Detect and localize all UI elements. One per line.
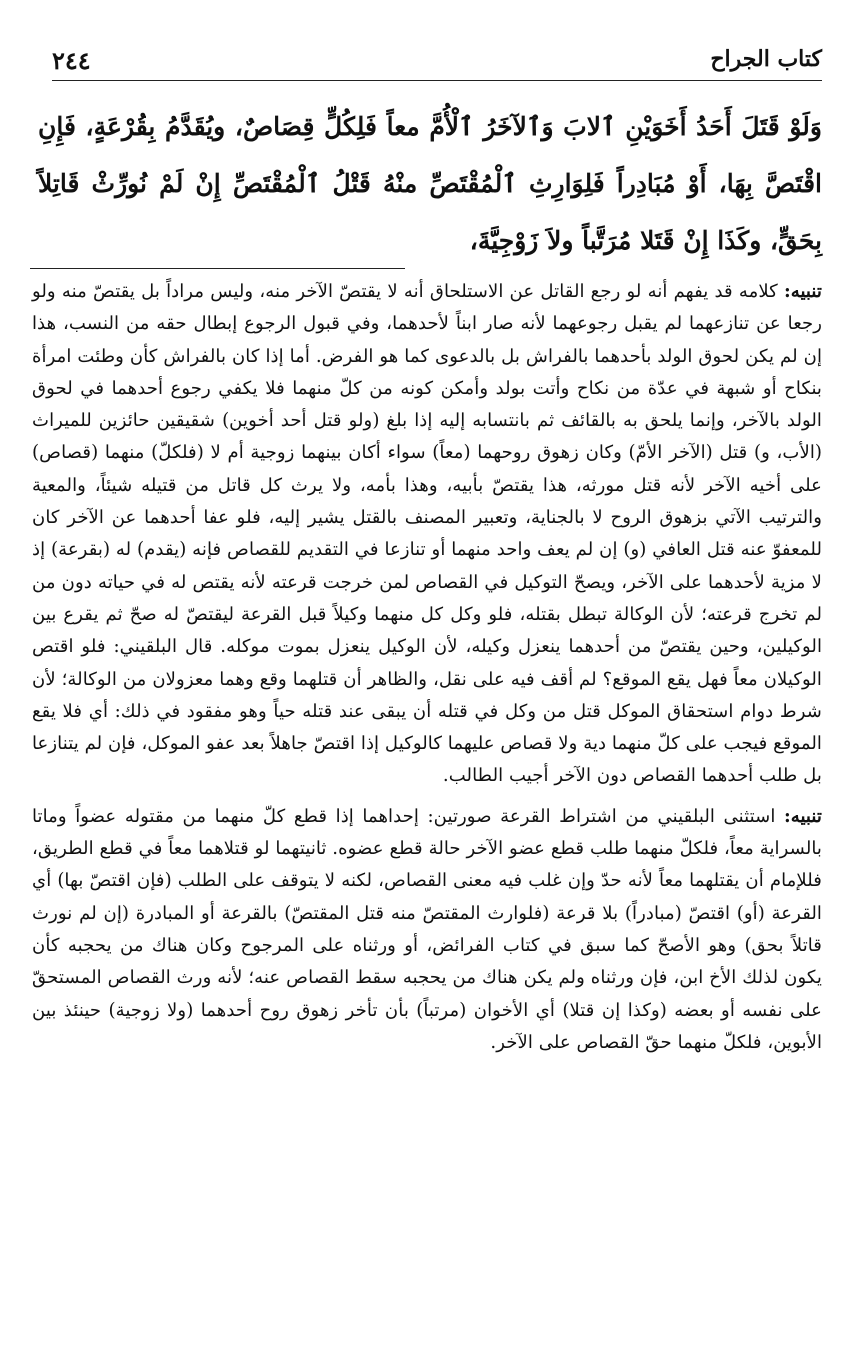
page-header <box>52 40 822 81</box>
page-number: ٢٤٤ <box>52 46 91 75</box>
running-title: كتاب الجراح <box>710 46 822 72</box>
section-divider <box>30 268 405 269</box>
note-body: كلامه قد يفهم أنه لو رجع القاتل عن الاستلحاق أنه لا يقتصّ الآخر منه، وليس مراداً بل يقتصّ منه ولو رجعا عن تنازعهما لم يقبل رجوعهما لأنه صار ابناً لأحدهما، وفي قبول الرجوع إبطال حقه من النسب، هذا إن لم يكن لحوق الولد بأحدهما بالفراش بل بالدعوى كما هو الفرض. أما إذا كان بالفراش كأن وطئت امرأة بنكاح أو شبهة في عدّة من نكاح وأتت بولد وأمكن كونه من كلّ منهما فلا يكفي رجوع أحدهما في لحوق الولد بالآخر، وإنما يلحق به بالقائف ثم بانتسابه إليه إذا بلغ (ولو قتل أحد أخوين) شقيقين حائزين للميراث (الأب، و) قتل (الآخر الأمّ) وكان زهوق روحهما (معاً) سواء أكان بينهما زوجية أم لا (فلكلّ) منهما (قصاص) على أخيه الآخر لأنه قتل مورثه، هذا يقتصّ بأبيه، وهذا بأمه، ولا يرث كل قاتل من قتيله شيئاً، والمعية والترتيب الآتي بزهوق الروح لا بالجناية، وتعبير المصنف بالقتل يشير إليه، فلو عفا أحدهما عن الآخر كان للمعفوّ عنه قتل العافي (و) إن لم يعف واحد منهما أو تنازعا في التقديم للقصاص فإنه (يقدم) له (بقرعة) إذ لا مزية لأحدهما على الآخر، ويصحّ التوكيل في القصاص لمن خرجت قرعته لأنه يقتص له في حياته دون من لم تخرج قرعته؛ لأن الوكالة تبطل بقتله، فلو وكل كل منهما وكيلاً قبل القرعة ليقتصّ له صحّ ثم يقرع بين الوكيلين، وحين يقتصّ من أحدهما ينعزل وكيله، لأن الوكيل ينعزل بموت موكله. قال البلقيني: فلو اقتص الوكيلان معاً فهل يقع الموقع؟ لم أقف فيه على نقل، والظاهر أن قتلهما وقع وهما معزولان من الوكالة؛ لأن شرط دوام استحقاق الموكل قتل من وكل في قتله أن يبقى عند قتله حياً وهو مفقود في ذلك: أي فلا يقع الموقع فيجب على كلّ منهما دية ولا قصاص عليهما كالوكيل إذا اقتصّ جاهلاً بعد عفو الموكل، فإن لم يتنازعا بل طلب أحدهما القصاص دون الآخر أجيب الطالب. <box>32 281 822 787</box>
note-heading: تنبيه: <box>783 281 822 302</box>
commentary-paragraph-1 <box>32 276 822 793</box>
commentary <box>32 276 822 1059</box>
commentary-paragraph-2 <box>32 801 822 1059</box>
note-heading: تنبيه: <box>783 805 822 827</box>
note-body: استثنى البلقيني من اشتراط القرعة صورتين: إحداهما إذا قطع كلّ منهما من مقتوله عضواً وماتا بالسراية معاً، فلكلّ منهما طلب قطع عضو الآخر حالة قطع عضوه. ثانيتهما لو قتلاهما معاً في قطع الطريق، فللإمام أن يقتلهما معاً لأنه حدّ وإن غلب فيه معنى القصاص، لكنه لا يتوقف على الطلب (فإن اقتصّ بها) أي القرعة (أو) اقتصّ (مبادراً) بلا قرعة (فلوارث المقتصّ منه قتل المقتصّ) بالقرعة أو المبادرة (إن لم نورث قاتلاً بحق) وهو الأصحّ كما سبق في كتاب الفرائض، أو ورثناه على المرجوح وكان هناك من يحجبه كأن يكون لذلك الأخ ابن، فإن ورثناه ولم يكن هناك من يحجبه سقط القصاص عنه؛ لأنه ورث القصاص المستحقّ على نفسه أو بعضه (وكذا إن قتلا) أي الأخوان (مرتباً) بأن تأخر زهوق روح أحدهما (ولا زوجية) حينئذ بين الأبوين، فلكلّ منهما حقّ القصاص على الآخر. <box>32 805 822 1053</box>
main-text: وَلَوْ قَتَلَ أَحَدُ أَخَوَيْنِ ٱلابَ وَٱلآخَرُ ٱلْأُمَّ معاً فَلِكُلٍّ قِصَاصٌ، ويُقَدَّمُ بِقُرْعَةٍ، فَإِنِ اقْتَصَّ بِهَا، أَوْ مُبَادِراً فَلِوَارِثِ ٱلْمُقْتَصِّ منْهُ قَتْلُ ٱلْمُقْتَصِّ إِنْ لَمْ نُورِّثْ قَاتِلاً بِحَقٍّ، وكَذَا إِنْ قَتَلا مُرَتَّباً ولاَ زَوْجِيَّةَ، <box>38 112 822 255</box>
